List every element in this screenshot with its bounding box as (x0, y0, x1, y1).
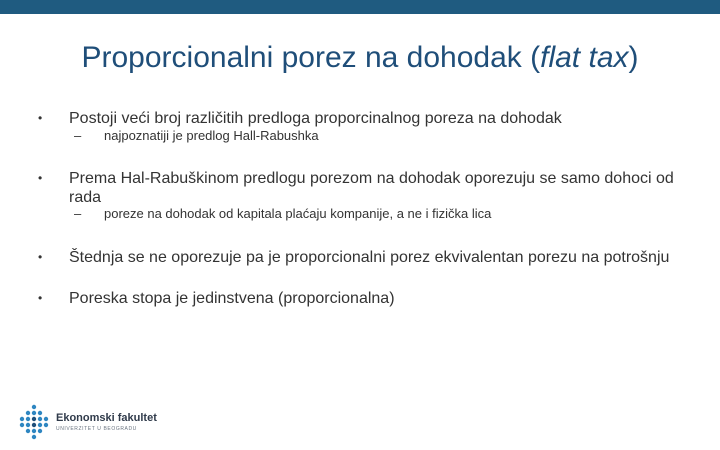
slide-title (0, 38, 720, 78)
bullet-text: Poreska stopa je jedinstvena (proporcionalna) (69, 290, 395, 307)
bullet-marker: • (38, 111, 43, 125)
sub-bullet-marker: – (74, 206, 82, 221)
bullet-marker: • (38, 291, 43, 305)
bullet-marker: • (38, 250, 43, 264)
bullet-text: Postoji veći broj različitih predloga proporcinalnog poreza na dohodak (69, 110, 562, 127)
top-bar (0, 0, 720, 14)
bullet-text: Prema Hal-Rabuškinom predlogu porezom na dohodak oporezuju se samo dohoci od rada (69, 170, 674, 206)
sub-bullet-text: najpoznatiji je predlog Hall-Rabushka (104, 128, 319, 143)
bullet-text: Štednja se ne oporezuje pa je proporcionalni porez ekvivalentan porezu na potrošnju (69, 249, 670, 266)
title-main: Proporcionalni porez na dohodak ( (81, 41, 541, 74)
sub-bullet-marker: – (74, 128, 82, 143)
logo-university: UNIVERZITET U BEOGRADU (56, 426, 137, 432)
title-italic: flat tax (540, 41, 629, 74)
logo-name: Ekonomski fakultet (56, 412, 157, 424)
bullet-marker: • (38, 171, 43, 185)
dotted-diamond-logo-icon (16, 404, 52, 440)
faculty-logo (16, 404, 186, 440)
title-close: ) (628, 41, 639, 74)
sub-bullet-text: poreze na dohodak od kapitala plaćaju kompanije, a ne i fizička lica (104, 206, 492, 221)
